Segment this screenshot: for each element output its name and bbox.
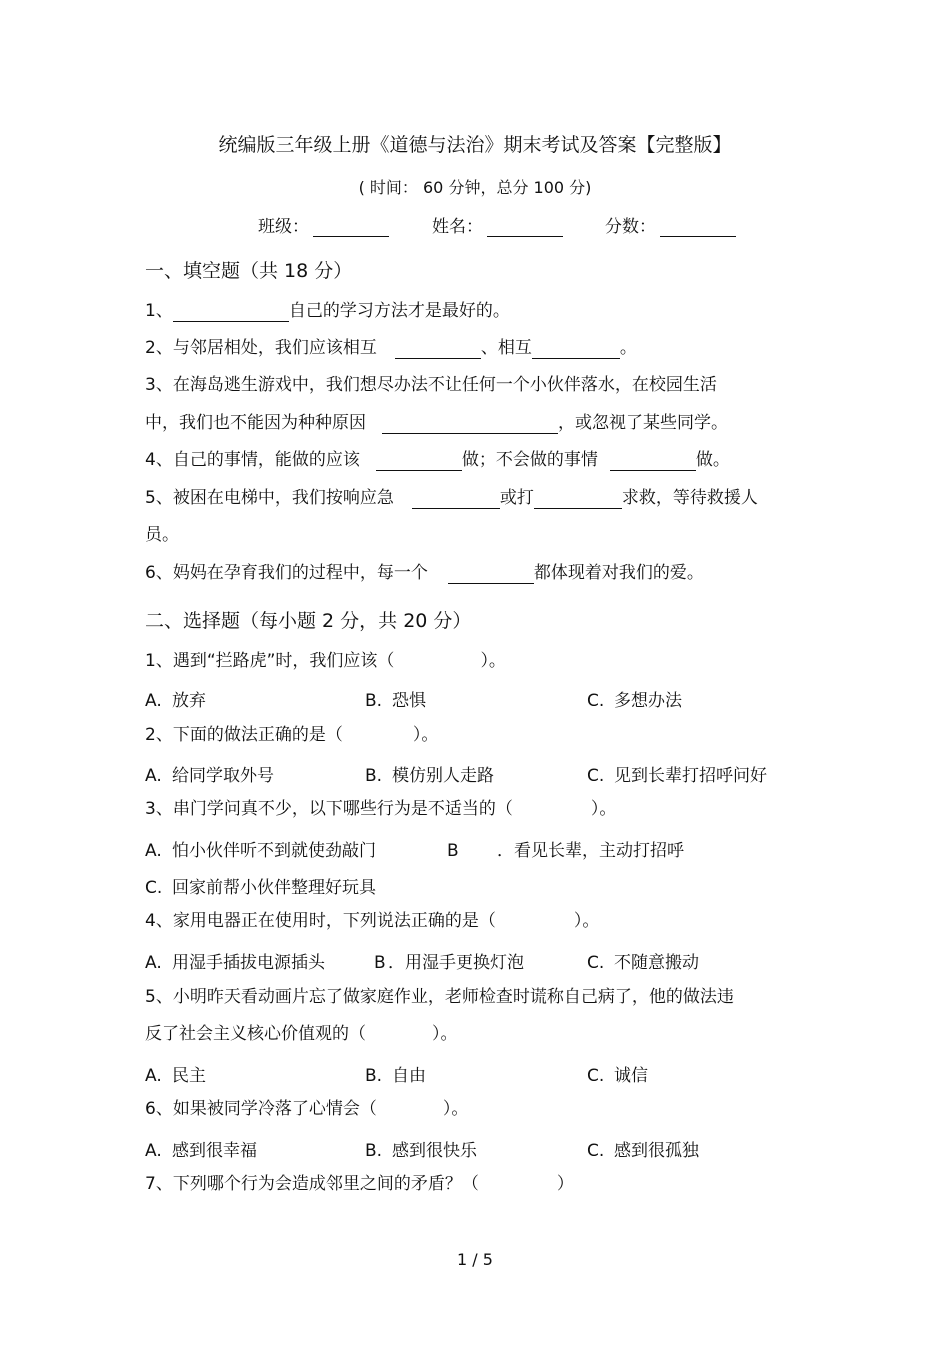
answer-blank <box>534 490 622 509</box>
fill-question-2: 2、与邻居相处，我们应该相互 、相互 。 <box>145 338 637 358</box>
q6-option-a: A. 感到很幸福 <box>145 1141 257 1161</box>
answer-blank <box>532 340 620 359</box>
answer-blank <box>376 452 462 471</box>
q3-option-c: C. 回家前帮小伙伴整理好玩具 <box>145 878 376 898</box>
q6-option-c: C. 感到很孤独 <box>587 1141 699 1161</box>
fill-question-6: 6、妈妈在孕育我们的过程中，每一个 都体现着对我们的爱。 <box>145 563 704 583</box>
choice-question-4: 4、家用电器正在使用时，下列说法正确的是（ ）。 <box>145 911 600 931</box>
fill-question-5: 5、被困在电梯中，我们按响应急 或打 求救，等待救援人 <box>145 488 758 508</box>
score-label: 分数： <box>605 217 656 237</box>
answer-blank <box>610 452 696 471</box>
score-field <box>605 212 736 237</box>
q2-option-a: A. 给同学取外号 <box>145 766 274 786</box>
name-field <box>432 212 563 237</box>
q3-option-b: B ．看见长辈，主动打招呼 <box>447 841 684 861</box>
answer-blank <box>448 565 534 584</box>
q4-option-a: A. 用湿手插拔电源插头 <box>145 953 325 973</box>
class-label: 班级： <box>258 217 309 237</box>
q3-option-a: A. 怕小伙伴听不到就使劲敲门 <box>145 841 376 861</box>
q4-option-c: C. 不随意搬动 <box>587 953 699 973</box>
choice-question-2: 2、下面的做法正确的是（ ）。 <box>145 725 439 745</box>
answer-blank <box>412 490 500 509</box>
choice-question-3: 3、串门学问真不少，以下哪些行为是不适当的（ ）。 <box>145 799 617 819</box>
q2-option-c: C. 见到长辈打招呼问好 <box>587 766 767 786</box>
page-title: 统编版三年级上册《道德与法治》期末考试及答案【完整版】 <box>218 134 732 156</box>
answer-blank <box>382 415 558 434</box>
fill-question-3-line-2: 中，我们也不能因为种种原因 ，或忽视了某些同学。 <box>145 413 728 433</box>
exam-subtitle: ( 时间： 60 分钟，总分 100 分) <box>358 178 592 197</box>
page-number: 1 / 5 <box>457 1250 493 1269</box>
q1-option-b: B. 恐惧 <box>365 691 426 711</box>
q2-option-b: B. 模仿别人走路 <box>365 766 494 786</box>
section-choice-heading: 二、选择题（每小题 2 分，共 20 分） <box>145 610 472 632</box>
q1-option-a: A. 放弃 <box>145 691 206 711</box>
fill-question-3-line-1: 3、在海岛逃生游戏中，我们想尽办法不让任何一个小伙伴落水，在校园生活 <box>145 375 717 395</box>
answer-blank <box>173 303 289 322</box>
name-label: 姓名： <box>432 217 483 237</box>
answer-blank <box>395 340 481 359</box>
choice-question-1: 1、遇到“拦路虎”时，我们应该（ ）。 <box>145 651 506 671</box>
fill-question-1: 1、 自己的学习方法才是最好的。 <box>145 301 510 321</box>
choice-question-7: 7、下列哪个行为会造成邻里之间的矛盾？（ ） <box>145 1174 574 1194</box>
fill-question-5-line-2: 员。 <box>145 525 179 545</box>
section-fill-blank-heading: 一、填空题（共 18 分） <box>145 260 353 282</box>
class-blank <box>313 218 389 237</box>
fill-question-4: 4、自己的事情，能做的应该 做；不会做的事情 做。 <box>145 450 730 470</box>
q1-option-c: C. 多想办法 <box>587 691 682 711</box>
q5-option-c: C. 诚信 <box>587 1066 648 1086</box>
class-field <box>258 212 389 237</box>
q5-option-b: B. 自由 <box>365 1066 426 1086</box>
choice-question-6: 6、如果被同学冷落了心情会（ ）。 <box>145 1099 469 1119</box>
q6-option-b: B. 感到很快乐 <box>365 1141 477 1161</box>
choice-question-5-line-1: 5、小明昨天看动画片忘了做家庭作业，老师检查时谎称自己病了，他的做法违 <box>145 987 734 1007</box>
q5-option-a: A. 民主 <box>145 1066 206 1086</box>
q4-option-b: B ．用湿手更换灯泡 <box>374 953 524 973</box>
choice-question-5-line-2: 反了社会主义核心价值观的（ ）。 <box>145 1024 458 1044</box>
name-blank <box>487 218 563 237</box>
score-blank <box>660 218 736 237</box>
